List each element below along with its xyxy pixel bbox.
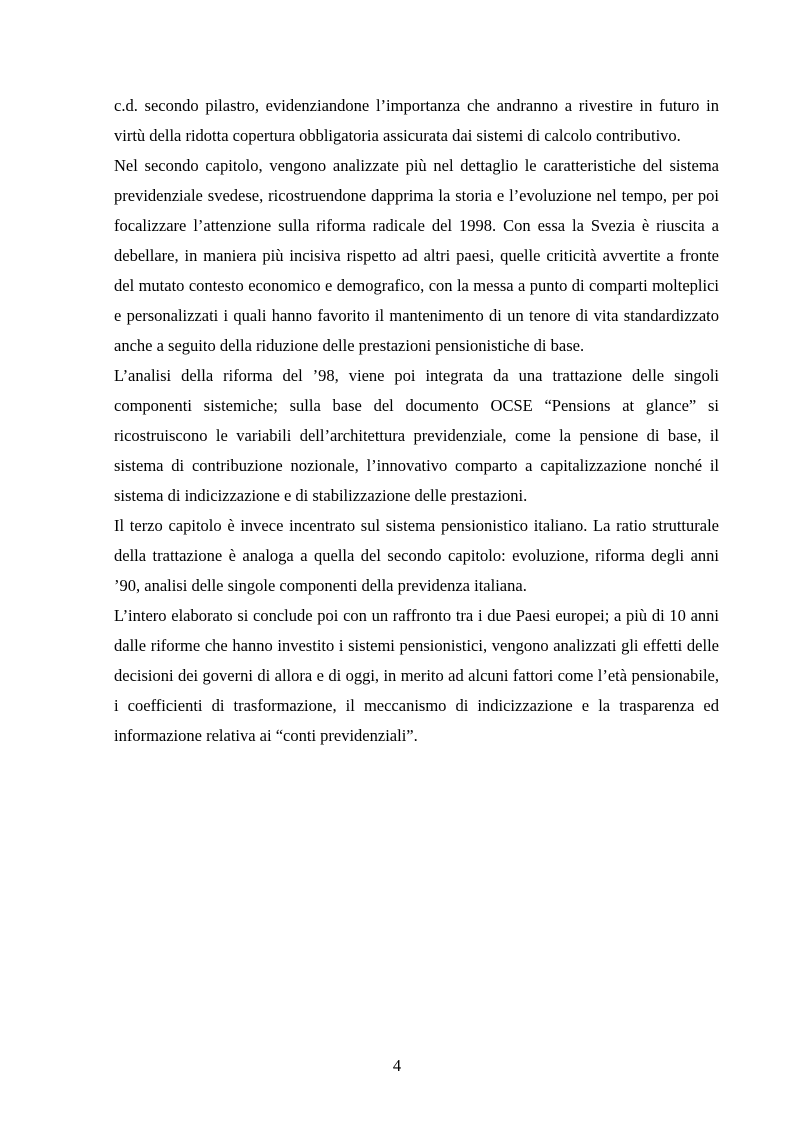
- paragraph-chapter-two: Nel secondo capitolo, vengono analizzate più nel dettaglio le caratteristiche del sistema previdenziale svedese, ricostruendone dapprima la storia e l’evoluzione nel tempo, per poi focalizzare l’attenzione sulla riforma radicale del 1998. Con essa la Svezia è riuscita a debellare, in maniera più incisiva rispetto ad altri paesi, quelle criticità avvertite a fronte del mutato contesto economico e demografico, con la messa a punto di comparti molteplici e personalizzati i quali hanno favorito il mantenimento di un tenore di vita standardizzato anche a seguito della riduzione delle prestazioni pensionistiche di base.: [114, 156, 719, 355]
- paragraph-continuation: c.d. secondo pilastro, evidenziandone l’importanza che andranno a rivestire in futuro in virtù della ridotta copertura obbligatoria assicurata dai sistemi di calcolo contributivo.: [114, 96, 719, 145]
- paragraph-conclusion: L’intero elaborato si conclude poi con un raffronto tra i due Paesi europei; a più di 10 anni dalle riforme che hanno investito i sistemi pensionistici, vengono analizzati gli effetti delle decisioni dei governi di allora e di oggi, in merito ad alcuni fattori come l’età pensionabile, i coefficienti di trasformazione, il meccanismo di indicizzazione e la trasparenza ed informazione relativa ai “conti previdenziali”.: [114, 606, 719, 745]
- paragraph-chapter-three: Il terzo capitolo è invece incentrato sul sistema pensionistico italiano. La ratio strutturale della trattazione è analoga a quella del secondo capitolo: evoluzione, riforma degli anni ’90, analisi delle singole componenti della previdenza italiana.: [114, 516, 719, 595]
- page-number: 4: [392, 1056, 402, 1075]
- page-body: [114, 91, 719, 751]
- paragraph-reform-analysis: L’analisi della riforma del ’98, viene poi integrata da una trattazione delle singoli componenti sistemiche; sulla base del documento OCSE “Pensions at glance” si ricostruiscono le variabili dell’architettura previdenziale, come la pensione di base, il sistema di contribuzione nozionale, l’innovativo comparto a capitalizzazione nonché il sistema di indicizzazione e di stabilizzazione delle prestazioni.: [114, 366, 719, 505]
